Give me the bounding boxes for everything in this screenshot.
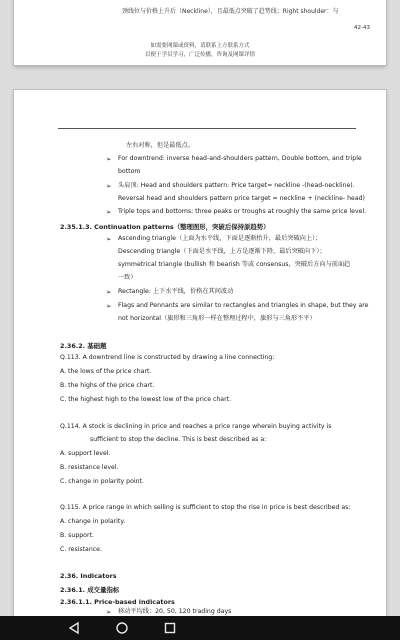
section-heading: 2.36.1.1. Price-based indicators [60,598,175,606]
section-heading: 2.35.1.3. Continuation patterns（整理图形，突破后保持原趋势） [60,223,270,231]
recent-apps-square-icon [160,620,180,636]
section-heading: 2.36. Indicators [60,572,117,580]
recent-apps-button[interactable] [160,620,180,636]
section-heading: 2.36.1. 成交量指标 [60,586,120,594]
text-line: For downtrend: inverse head-and-shoulders pattern, Double bottom, and triple [118,155,362,162]
question-text: Q.114. A stock is declining in price and reaches a price range wherein buying activity is [60,423,332,430]
answer-option: B. support. [60,532,94,539]
arrow-bullet-icon: ➢ [106,302,112,310]
page-number: 42-43 [354,25,370,31]
back-triangle-icon [64,620,84,636]
text-line: 左右对称，但是最低点。 [126,142,195,149]
back-button[interactable] [64,620,84,636]
answer-option: A. support level. [60,450,111,457]
answer-option: B. the highs of the price chart. [60,382,155,389]
text-line: Ascending triangle（上面为水平线，下面是逐渐抬升，最后突破向上）； [118,235,322,242]
arrow-bullet-icon: ➢ [106,182,112,190]
section-heading: 2.36.2. 基础题 [60,342,107,350]
arrow-bullet-icon: ➢ [106,208,112,216]
answer-option: C. change in polarity point. [60,478,144,485]
answer-option: B. resistance level. [60,464,119,471]
text-line: 一致） [118,274,137,281]
arrow-bullet-icon: ➢ [106,155,112,163]
text-line: bottom [118,168,141,175]
text-line: Reversal head and shoulders pattern price target = neckline + (neckline- head) [118,195,365,202]
answer-option: C. the highest high to the lowest low of the price chart. [60,396,232,403]
page-footer-line-2: 以便于学员学习，广泛传播，咨询及网课详情 [144,52,255,58]
page-footer-line-1: 如需要网课或资料，请联系上方联系方式 [150,43,250,49]
text-line: 头肩顶: Head and shoulders pattern: Price target= neckline -(head-neckline). [118,182,355,189]
arrow-bullet-icon: ➢ [106,235,112,243]
text-line: 移动平均线：20, 50, 120 trading days [118,608,232,615]
home-button[interactable] [112,620,132,636]
answer-option: A. the lows of the price chart. [60,368,152,375]
question-text: Q.115. A price range in which selling is sufficient to stop the rise in price is best described as: [60,504,351,511]
text-line: symmetrical triangle (bullish 和 bearish 等或 consensus，突破后方向与前面趋 [118,261,351,268]
system-navigation-bar [0,616,400,640]
text-line: Descending triangle（下面是水平线，上方是逐渐下降，最后突破向下）； [118,248,326,255]
page-header-rule [58,128,356,129]
previous-page [14,0,386,65]
text-line: Rectangle: 上下水平线，价格在其间波动 [118,288,234,295]
document-page [14,90,386,616]
answer-option: A. change in polarity. [60,518,126,525]
arrow-bullet-icon: ➢ [106,608,112,616]
text-line: Flags and Pennants are similar to rectangles and triangles in shape, but they are [118,302,369,309]
text-line: not horizontal（旗形和三角形一样在整理过程中，旗形与三角形不平） [118,315,316,322]
previous-page-text-line: 颈线位与价格上升后（Neckline），且最低点突破了趋势线；Right shoulder：与 [122,8,339,15]
question-text: sufficient to stop the decline. This is best described as a: [90,436,267,443]
home-circle-icon [112,620,132,636]
answer-option: C. resistance. [60,546,102,553]
question-text: Q.113. A downtrend line is constructed by drawing a line connecting: [60,354,275,361]
text-line: Triple tops and bottoms: three peaks or troughs at roughly the same price level. [118,208,367,215]
arrow-bullet-icon: ➢ [106,288,112,296]
